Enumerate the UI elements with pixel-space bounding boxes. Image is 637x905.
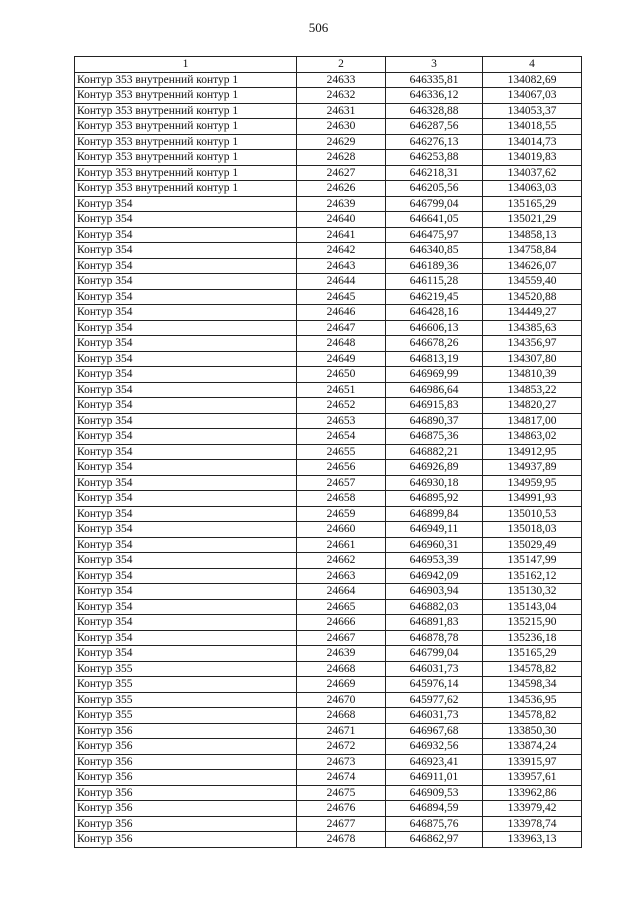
coordinate-x-cell: 646287,56 [386,119,483,135]
contour-name-cell: Контур 356 [75,816,297,832]
coordinate-y-cell: 134858,13 [483,227,582,243]
table-row [75,150,582,166]
table-row [75,537,582,553]
point-number-cell: 24667 [297,630,386,646]
coordinate-x-cell: 646915,83 [386,398,483,414]
point-number-cell: 24669 [297,677,386,693]
point-number-cell: 24653 [297,413,386,429]
coordinate-x-cell: 646878,78 [386,630,483,646]
coordinate-x-cell: 646219,45 [386,289,483,305]
coordinate-y-cell: 134810,39 [483,367,582,383]
coordinate-x-cell: 646799,04 [386,646,483,662]
contour-name-cell: Контур 354 [75,522,297,538]
point-number-cell: 24675 [297,785,386,801]
coordinate-x-cell: 646875,36 [386,429,483,445]
point-number-cell: 24674 [297,770,386,786]
point-number-cell: 24665 [297,599,386,615]
contour-name-cell: Контур 353 внутренний контур 1 [75,150,297,166]
point-number-cell: 24668 [297,661,386,677]
coordinate-y-cell: 134520,88 [483,289,582,305]
table-row [75,227,582,243]
table-row [75,88,582,104]
table-row [75,677,582,693]
table-row [75,661,582,677]
coordinate-x-cell: 646031,73 [386,708,483,724]
point-number-cell: 24631 [297,103,386,119]
point-number-cell: 24660 [297,522,386,538]
coordinate-x-cell: 646475,97 [386,227,483,243]
table-row [75,568,582,584]
contour-name-cell: Контур 354 [75,537,297,553]
coordinate-y-cell: 134853,22 [483,382,582,398]
coordinate-x-cell: 646882,03 [386,599,483,615]
contour-name-cell: Контур 354 [75,367,297,383]
table-row [75,754,582,770]
point-number-cell: 24627 [297,165,386,181]
contour-name-cell: Контур 354 [75,630,297,646]
contour-name-cell: Контур 354 [75,227,297,243]
coordinate-x-cell: 646923,41 [386,754,483,770]
point-number-cell: 24659 [297,506,386,522]
coordinate-y-cell: 134014,73 [483,134,582,150]
coordinate-y-cell: 134758,84 [483,243,582,259]
table-row [75,646,582,662]
point-number-cell: 24661 [297,537,386,553]
coordinate-y-cell: 134578,82 [483,661,582,677]
table-row [75,119,582,135]
point-number-cell: 24672 [297,739,386,755]
point-number-cell: 24629 [297,134,386,150]
coordinate-y-cell: 134307,80 [483,351,582,367]
contour-name-cell: Контур 354 [75,196,297,212]
coordinate-y-cell: 133957,61 [483,770,582,786]
point-number-cell: 24647 [297,320,386,336]
coordinate-y-cell: 133850,30 [483,723,582,739]
coordinate-x-cell: 646813,19 [386,351,483,367]
coordinate-y-cell: 135236,18 [483,630,582,646]
point-number-cell: 24628 [297,150,386,166]
coordinate-y-cell: 134817,00 [483,413,582,429]
coordinate-x-cell: 646890,37 [386,413,483,429]
point-number-cell: 24655 [297,444,386,460]
column-header-2: 2 [297,57,386,73]
coordinate-y-cell: 135130,32 [483,584,582,600]
point-number-cell: 24654 [297,429,386,445]
coordinate-x-cell: 646894,59 [386,801,483,817]
coordinate-y-cell: 135162,12 [483,568,582,584]
coordinate-y-cell: 134063,03 [483,181,582,197]
contour-name-cell: Контур 354 [75,444,297,460]
table-row [75,336,582,352]
table-row [75,615,582,631]
point-number-cell: 24626 [297,181,386,197]
table-row [75,553,582,569]
point-number-cell: 24676 [297,801,386,817]
contour-name-cell: Контур 354 [75,413,297,429]
table-row [75,289,582,305]
contour-name-cell: Контур 354 [75,289,297,305]
coordinate-x-cell: 646895,92 [386,491,483,507]
table-body [75,72,582,847]
point-number-cell: 24640 [297,212,386,228]
contour-name-cell: Контур 353 внутренний контур 1 [75,119,297,135]
table-row [75,522,582,538]
point-number-cell: 24639 [297,646,386,662]
contour-name-cell: Контур 356 [75,770,297,786]
table-row [75,103,582,119]
contour-name-cell: Контур 353 внутренний контур 1 [75,181,297,197]
coordinate-y-cell: 134863,02 [483,429,582,445]
table-row [75,429,582,445]
point-number-cell: 24644 [297,274,386,290]
coordinate-y-cell: 134820,27 [483,398,582,414]
coordinate-x-cell: 646862,97 [386,832,483,848]
point-number-cell: 24651 [297,382,386,398]
coordinate-x-cell: 646909,53 [386,785,483,801]
contour-name-cell: Контур 354 [75,506,297,522]
coordinate-y-cell: 135010,53 [483,506,582,522]
point-number-cell: 24652 [297,398,386,414]
coordinate-x-cell: 646428,16 [386,305,483,321]
coordinate-x-cell: 646891,83 [386,615,483,631]
column-header-1: 1 [75,57,297,73]
coordinate-x-cell: 646641,05 [386,212,483,228]
table-row [75,367,582,383]
coordinate-x-cell: 646969,99 [386,367,483,383]
contour-name-cell: Контур 354 [75,475,297,491]
contour-name-cell: Контур 354 [75,429,297,445]
table-row [75,460,582,476]
coordinate-y-cell: 135143,04 [483,599,582,615]
coordinate-y-cell: 134037,62 [483,165,582,181]
contour-name-cell: Контур 354 [75,568,297,584]
point-number-cell: 24650 [297,367,386,383]
coordinate-x-cell: 646678,26 [386,336,483,352]
coordinate-x-cell: 646276,13 [386,134,483,150]
coordinate-x-cell: 646205,56 [386,181,483,197]
contour-name-cell: Контур 355 [75,677,297,693]
coordinate-y-cell: 134385,63 [483,320,582,336]
table-row [75,770,582,786]
contour-name-cell: Контур 354 [75,320,297,336]
contour-name-cell: Контур 354 [75,274,297,290]
coordinate-x-cell: 646986,64 [386,382,483,398]
coordinate-y-cell: 134449,27 [483,305,582,321]
coordinate-x-cell: 646930,18 [386,475,483,491]
point-number-cell: 24641 [297,227,386,243]
contour-name-cell: Контур 356 [75,739,297,755]
coordinate-y-cell: 134578,82 [483,708,582,724]
contour-name-cell: Контур 353 внутренний контур 1 [75,88,297,104]
contour-name-cell: Контур 354 [75,258,297,274]
coordinate-y-cell: 133915,97 [483,754,582,770]
coordinate-y-cell: 134559,40 [483,274,582,290]
coordinate-x-cell: 646253,88 [386,150,483,166]
coordinate-y-cell: 134912,95 [483,444,582,460]
table-row [75,243,582,259]
contour-name-cell: Контур 353 внутренний контур 1 [75,165,297,181]
contour-name-cell: Контур 354 [75,491,297,507]
coordinate-y-cell: 134626,07 [483,258,582,274]
table-row [75,196,582,212]
table-row [75,274,582,290]
coordinate-y-cell: 134598,34 [483,677,582,693]
table-row [75,475,582,491]
coordinate-x-cell: 645977,62 [386,692,483,708]
table-row [75,491,582,507]
contour-name-cell: Контур 355 [75,661,297,677]
point-number-cell: 24668 [297,708,386,724]
coordinate-y-cell: 135018,03 [483,522,582,538]
contour-name-cell: Контур 354 [75,212,297,228]
coordinate-x-cell: 646189,36 [386,258,483,274]
coordinate-y-cell: 133963,13 [483,832,582,848]
point-number-cell: 24642 [297,243,386,259]
point-number-cell: 24666 [297,615,386,631]
table-row [75,785,582,801]
table-row [75,413,582,429]
coordinate-x-cell: 646953,39 [386,553,483,569]
coordinate-x-cell: 646799,04 [386,196,483,212]
table-row [75,351,582,367]
point-number-cell: 24656 [297,460,386,476]
point-number-cell: 24633 [297,72,386,88]
table-row [75,165,582,181]
contour-name-cell: Контур 356 [75,754,297,770]
coordinate-x-cell: 646911,01 [386,770,483,786]
coordinate-x-cell: 646932,56 [386,739,483,755]
point-number-cell: 24645 [297,289,386,305]
coordinate-x-cell: 646218,31 [386,165,483,181]
point-number-cell: 24648 [297,336,386,352]
table-row [75,398,582,414]
contour-name-cell: Контур 356 [75,832,297,848]
contour-name-cell: Контур 354 [75,351,297,367]
coordinate-y-cell: 134991,93 [483,491,582,507]
point-number-cell: 24643 [297,258,386,274]
contour-name-cell: Контур 354 [75,336,297,352]
table-row [75,801,582,817]
point-number-cell: 24663 [297,568,386,584]
coordinate-y-cell: 134536,95 [483,692,582,708]
table-row [75,305,582,321]
contour-name-cell: Контур 354 [75,398,297,414]
table-row [75,382,582,398]
table-row [75,708,582,724]
coordinate-y-cell: 134018,55 [483,119,582,135]
coordinate-y-cell: 133962,86 [483,785,582,801]
point-number-cell: 24639 [297,196,386,212]
column-header-3: 3 [386,57,483,73]
table-row [75,599,582,615]
contour-name-cell: Контур 354 [75,305,297,321]
coordinate-x-cell: 646031,73 [386,661,483,677]
table-row [75,212,582,228]
contour-name-cell: Контур 356 [75,801,297,817]
table-row [75,444,582,460]
coordinate-y-cell: 135165,29 [483,646,582,662]
coordinate-x-cell: 645976,14 [386,677,483,693]
point-number-cell: 24658 [297,491,386,507]
table-row [75,181,582,197]
point-number-cell: 24646 [297,305,386,321]
point-number-cell: 24673 [297,754,386,770]
coordinate-y-cell: 133874,24 [483,739,582,755]
coordinate-y-cell: 134356,97 [483,336,582,352]
table-row [75,72,582,88]
coordinate-x-cell: 646335,81 [386,72,483,88]
coordinate-y-cell: 134053,37 [483,103,582,119]
contour-name-cell: Контур 353 внутренний контур 1 [75,103,297,119]
coordinate-y-cell: 134937,89 [483,460,582,476]
coordinate-x-cell: 646336,12 [386,88,483,104]
coordinates-table [74,56,582,848]
table-row [75,832,582,848]
coordinate-x-cell: 646882,21 [386,444,483,460]
table-row [75,258,582,274]
coordinate-x-cell: 646949,11 [386,522,483,538]
coordinate-y-cell: 135165,29 [483,196,582,212]
contour-name-cell: Контур 353 внутренний контур 1 [75,134,297,150]
coordinate-x-cell: 646115,28 [386,274,483,290]
coordinate-y-cell: 133979,42 [483,801,582,817]
point-number-cell: 24649 [297,351,386,367]
point-number-cell: 24632 [297,88,386,104]
contour-name-cell: Контур 354 [75,243,297,259]
contour-name-cell: Контур 354 [75,382,297,398]
contour-name-cell: Контур 354 [75,553,297,569]
contour-name-cell: Контур 354 [75,460,297,476]
contour-name-cell: Контур 356 [75,785,297,801]
coordinate-x-cell: 646899,84 [386,506,483,522]
contour-name-cell: Контур 355 [75,708,297,724]
coordinate-x-cell: 646875,76 [386,816,483,832]
point-number-cell: 24678 [297,832,386,848]
contour-name-cell: Контур 356 [75,723,297,739]
table-row [75,320,582,336]
point-number-cell: 24662 [297,553,386,569]
table-row [75,816,582,832]
table-row [75,134,582,150]
contour-name-cell: Контур 355 [75,692,297,708]
table-row [75,692,582,708]
coordinate-x-cell: 646606,13 [386,320,483,336]
table-row [75,584,582,600]
coordinate-y-cell: 135215,90 [483,615,582,631]
point-number-cell: 24630 [297,119,386,135]
coordinate-x-cell: 646903,94 [386,584,483,600]
coordinate-y-cell: 135021,29 [483,212,582,228]
point-number-cell: 24671 [297,723,386,739]
table-header-row [75,57,582,73]
page-number: 506 [308,20,329,35]
contour-name-cell: Контур 353 внутренний контур 1 [75,72,297,88]
table-row [75,506,582,522]
point-number-cell: 24664 [297,584,386,600]
coordinate-y-cell: 135029,49 [483,537,582,553]
contour-name-cell: Контур 354 [75,615,297,631]
table-row [75,630,582,646]
coordinate-x-cell: 646967,68 [386,723,483,739]
coordinate-x-cell: 646340,85 [386,243,483,259]
column-header-4: 4 [483,57,582,73]
point-number-cell: 24677 [297,816,386,832]
coordinate-y-cell: 134959,95 [483,475,582,491]
coordinate-y-cell: 133978,74 [483,816,582,832]
table-row [75,723,582,739]
contour-name-cell: Контур 354 [75,599,297,615]
point-number-cell: 24670 [297,692,386,708]
coordinate-x-cell: 646960,31 [386,537,483,553]
coordinate-y-cell: 134082,69 [483,72,582,88]
coordinate-y-cell: 134067,03 [483,88,582,104]
coordinate-x-cell: 646942,09 [386,568,483,584]
coordinate-y-cell: 135147,99 [483,553,582,569]
point-number-cell: 24657 [297,475,386,491]
contour-name-cell: Контур 354 [75,584,297,600]
coordinate-x-cell: 646328,88 [386,103,483,119]
coordinate-y-cell: 134019,83 [483,150,582,166]
table-row [75,739,582,755]
contour-name-cell: Контур 354 [75,646,297,662]
coordinate-x-cell: 646926,89 [386,460,483,476]
